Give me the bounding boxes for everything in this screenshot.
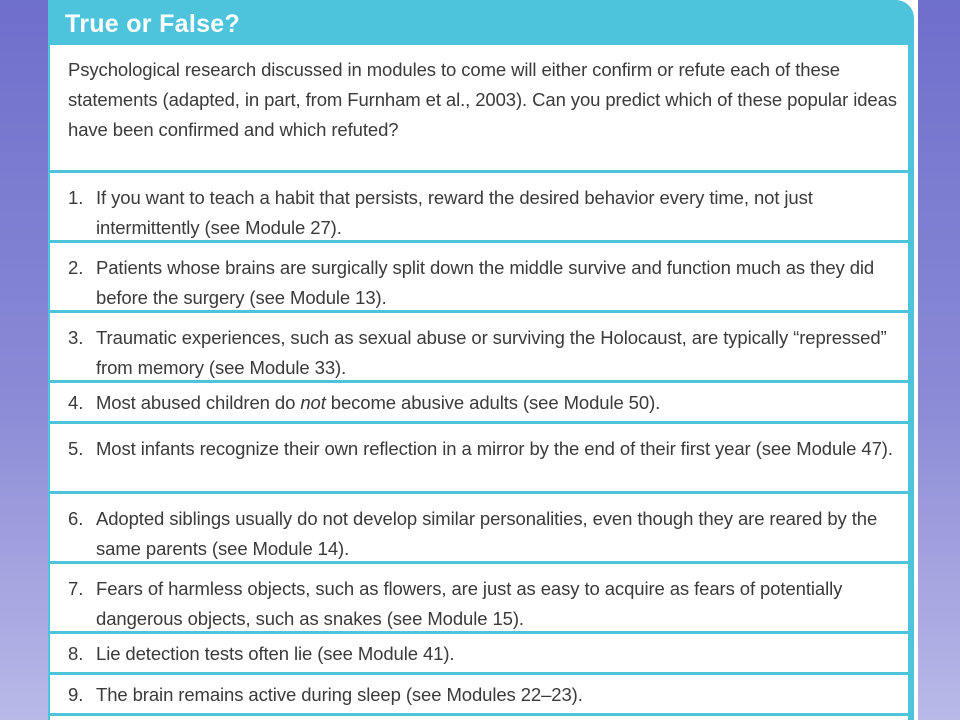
item-text: Most infants recognize their own reflection in a mirror by the end of their first year (see Module 47). (96, 438, 893, 459)
item-text-before: Most abused children do (96, 392, 301, 413)
slide (48, 0, 918, 720)
item-text: Fears of harmless objects, such as flowers, are just as easy to acquire as fears of potentially dangerous objects, such as snakes (see Module 15). (96, 578, 843, 629)
list-item (50, 243, 908, 310)
item-text-after: become abusive adults (see Module 50). (325, 392, 661, 413)
item-number: 2. (68, 257, 84, 278)
item-text: Traumatic experiences, such as sexual abuse or surviving the Holocaust, are typically “repressed” from memory (see Module 33). (96, 327, 887, 378)
item-number: 4. (68, 392, 84, 413)
item-text: Lie detection tests often lie (see Module 41). (96, 643, 455, 664)
list-item (50, 383, 908, 421)
item-text: Patients whose brains are surgically split down the middle survive and function much as they did before the surgery (see Module 13). (96, 257, 875, 308)
list-item (50, 564, 908, 631)
list-item (50, 173, 908, 240)
item-number: 7. (68, 578, 84, 599)
true-or-false-panel (48, 0, 914, 720)
intro-text: Psychological research discussed in modules to come will either confirm or refute each of these statements (adapted, in part, from Furnham et al., 2003). Can you predict which of these popular ideas have been confirmed and which refuted? (68, 59, 897, 140)
item-number: 9. (68, 684, 84, 705)
panel-title: True or False? (65, 10, 241, 38)
intro-row (50, 45, 908, 170)
item-text-emphasis: not (300, 392, 326, 413)
list-item (50, 634, 908, 672)
item-number: 5. (68, 438, 84, 459)
item-text (96, 388, 898, 418)
list-item (50, 313, 908, 380)
item-text: Adopted siblings usually do not develop similar personalities, even though they are reared by the same parents (see Module 14). (96, 508, 878, 559)
item-number: 8. (68, 643, 84, 664)
item-text: The brain remains active during sleep (see Modules 22–23). (96, 684, 583, 705)
list-item (50, 675, 908, 713)
item-text: If you want to teach a habit that persists, reward the desired behavior every time, not just intermittently (see Module 27). (96, 187, 813, 238)
list-item-partial (50, 716, 908, 720)
list-item (50, 424, 908, 491)
item-number: 1. (68, 187, 84, 208)
item-number: 3. (68, 327, 84, 348)
list-item (50, 494, 908, 561)
item-number: 6. (68, 508, 84, 529)
